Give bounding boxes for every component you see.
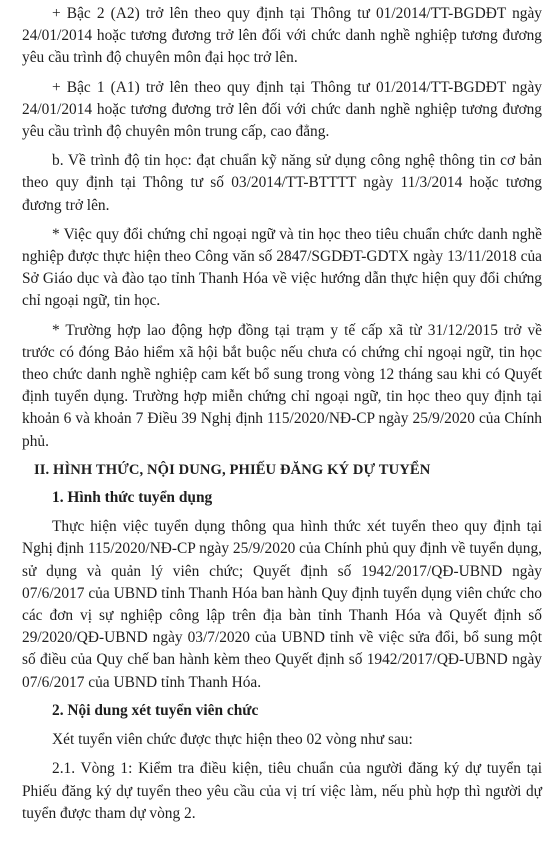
paragraph-it-skills: b. Về trình độ tin học: đạt chuẩn kỹ năng sử dụng công nghệ thông tin cơ bản theo quy định tại Thông tư số 03/2014/TT-BTTTT ngày 11/3/2014 hoặc tương đương trở lên. <box>22 152 542 214</box>
paragraph-a1-level: + Bậc 1 (A1) trở lên theo quy định tại Thông tư 01/2014/TT-BGDĐT ngày 24/01/2014 hoặc tương đương trở lên đối với chức danh nghề nghiệp tương đương yêu cầu trình độ chuyên môn trung cấp, cao đẳng. <box>22 78 542 141</box>
paragraph-recruitment-form: Thực hiện việc tuyển dụng thông qua hình thức xét tuyển theo quy định tại Nghị định 115/2020/NĐ-CP ngày 25/9/2020 của Chính phủ quy định về tuyển dụng, sử dụng và quản lý viên chức; Quyết định số 1942/2017/QĐ-UBND ngày 07/6/2017 của UBND tỉnh Thanh Hóa ban hành Quy định tuyển dụng viên chức cho các đơn vị sự nghiệp công lập trên địa bàn tỉnh Thanh Hóa và Quyết định số 29/2020/QĐ-UBND ngày 03/7/2020 của UBND tỉnh về việc sửa đổi, bổ sung một số điều của Quy chế ban hành kèm theo Quyết định số 1942/2017/QĐ-UBND ngày 07/6/2017 của UBND tỉnh Thanh Hóa. <box>22 518 542 691</box>
section-heading-ii: II. HÌNH THỨC, NỘI DUNG, PHIẾU ĐĂNG KÝ DỰ TUYỂN <box>34 461 431 478</box>
heading-recruitment-content: 2. Nội dung xét tuyển viên chức <box>52 701 259 719</box>
paragraph-certificate-conversion: * Việc quy đổi chứng chỉ ngoại ngữ và tin học theo tiêu chuẩn chức danh nghề nghiệp được thực hiện theo Công văn số 2847/SGDĐT-GDTX ngày 13/11/2018 của Sở Giáo dục và đào tạo tỉnh Thanh Hóa về việc hướng dẫn thực hiện quy đổi chứng chỉ ngoại ngữ, tin học. <box>22 225 542 310</box>
heading-recruitment-form: 1. Hình thức tuyển dụng <box>52 489 213 507</box>
paragraph-round-1: 2.1. Vòng 1: Kiểm tra điều kiện, tiêu chuẩn của người đăng ký dự tuyển tại Phiếu đăng ký dự tuyển theo yêu cầu của vị trí việc làm, nếu phù hợp thì người dự tuyển được tham dự vòng 2. <box>22 760 542 822</box>
paragraph-contract-workers: * Trường hợp lao động hợp đồng tại trạm y tế cấp xã từ 31/12/2015 trở về trước có đóng Bảo hiểm xã hội bắt buộc nếu chưa có chứng chỉ ngoại ngữ, tin học theo chức danh nghề nghiệp cam kết bổ sung trong vòng 12 tháng sau khi có Quyết định tuyển dụng. Trường hợp miễn chứng chỉ ngoại ngữ, tin học theo quy định tại khoản 6 và khoản 7 Điều 39 Nghị định 115/2020/NĐ-CP ngày 25/9/2020 của Chính phủ. <box>22 321 542 450</box>
paragraph-a2-level: + Bậc 2 (A2) trở lên theo quy định tại Thông tư 01/2014/TT-BGDĐT ngày 24/01/2014 hoặc tương đương trở lên đối với chức danh nghề nghiệp tương đương yêu cầu trình độ chuyên môn đại học trở lên. <box>22 5 542 67</box>
paragraph-two-rounds: Xét tuyển viên chức được thực hiện theo 02 vòng như sau: <box>52 731 413 749</box>
